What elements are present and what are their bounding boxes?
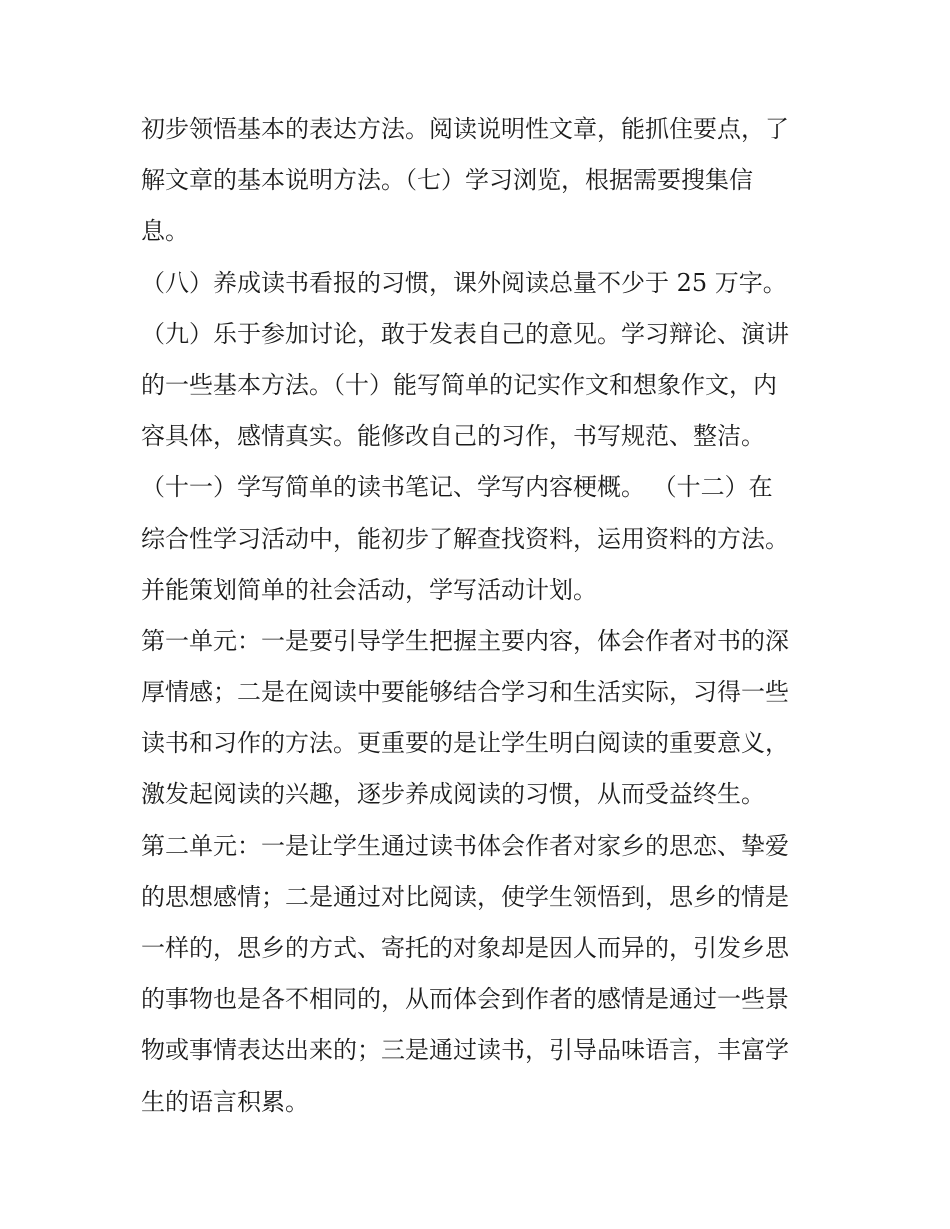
text-line: 第二单元：一是让学生通过读书体会作者对家乡的思恋、挚爱	[141, 831, 789, 860]
text-line: 厚情感；二是在阅读中要能够结合学习和生活实际，习得一些	[141, 678, 789, 707]
text-line: 的思想感情；二是通过对比阅读，使学生领悟到，思乡的情是	[141, 882, 789, 911]
text-line: 并能策划简单的社会活动，学写活动计划。	[141, 575, 597, 604]
text-line: 息。	[141, 217, 189, 246]
document-body	[141, 104, 821, 1128]
text-line: 读书和习作的方法。更重要的是让学生明白阅读的重要意义，	[141, 729, 789, 758]
text-line: 激发起阅读的兴趣，逐步养成阅读的习惯，从而受益终生。	[141, 780, 765, 809]
text-line: 物或事情表达出来的；三是通过读书，引导品味语言，丰富学	[141, 1036, 789, 1065]
text-line: 生的语言积累。	[141, 1087, 309, 1116]
paragraph-unit-1	[141, 616, 821, 821]
text-line: 的一些基本方法。（十）能写简单的记实作文和想象作文，内	[141, 370, 777, 399]
text-line: （十一）学写简单的读书笔记、学写内容梗概。 （十二）在	[141, 473, 773, 502]
text-line: （九）乐于参加讨论，敢于发表自己的意见。学习辩论、演讲	[141, 319, 789, 348]
paragraph-4	[141, 462, 821, 616]
text-line: 综合性学习活动中，能初步了解查找资料，运用资料的方法。	[141, 524, 789, 553]
paragraph-1	[141, 104, 821, 258]
text-line: 的事物也是各不相同的，从而体会到作者的感情是通过一些景	[141, 985, 789, 1014]
text-line: 解文章的基本说明方法。（七）学习浏览，根据需要搜集信	[141, 166, 753, 195]
text-line: 第一单元：一是要引导学生把握主要内容，体会作者对书的深	[141, 626, 789, 655]
text-line: （八）养成读书看报的习惯，课外阅读总量不少于 25 万字。	[141, 268, 787, 297]
paragraph-2	[141, 258, 821, 309]
text-line: 一样的，思乡的方式、寄托的对象却是因人而异的，引发乡思	[141, 934, 789, 962]
paragraph-unit-2	[141, 821, 821, 1128]
paragraph-3	[141, 309, 821, 463]
text-line: 容具体，感情真实。能修改自己的习作，书写规范、整洁。	[141, 422, 765, 451]
text-line: 初步领悟基本的表达方法。阅读说明性文章，能抓住要点，了	[141, 115, 789, 143]
